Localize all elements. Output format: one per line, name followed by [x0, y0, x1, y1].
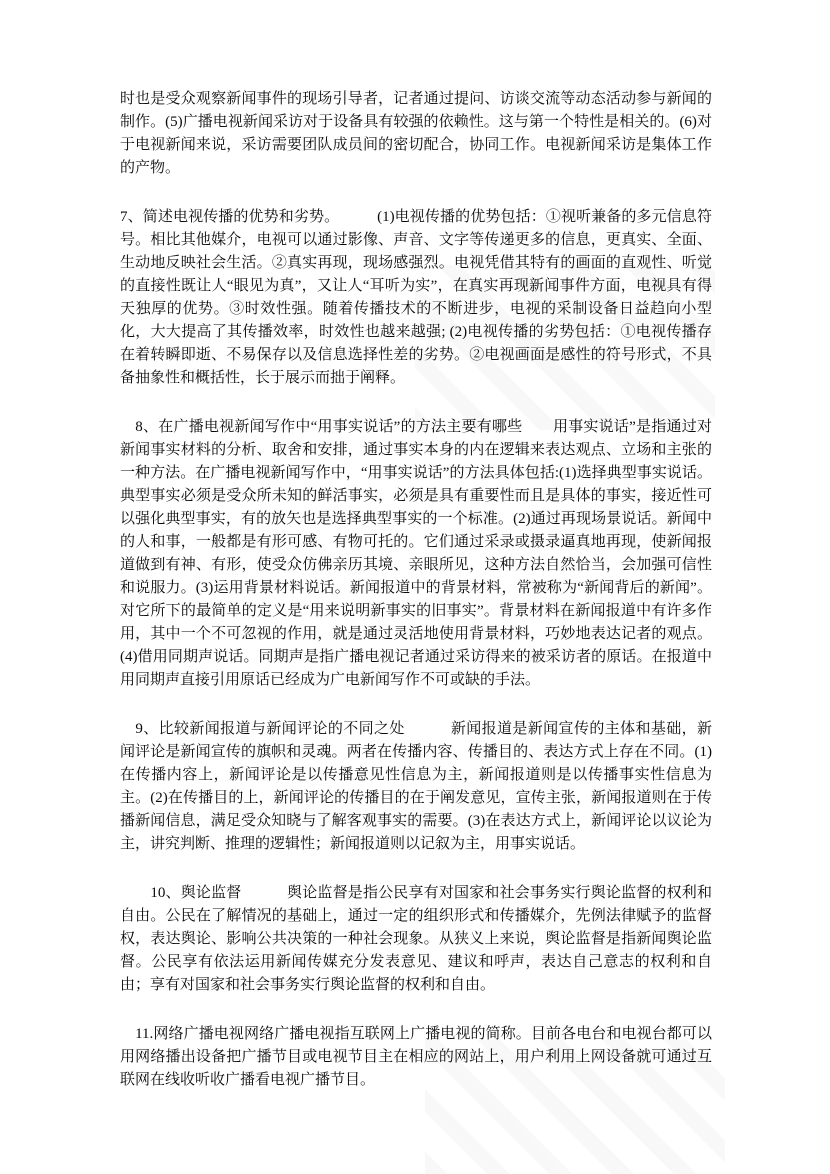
- document-body: [120, 88, 712, 1118]
- paragraph-q9-report-vs-commentary: 9、比较新闻报道与新闻评论的不同之处 新闻报道是新闻宣传的主体和基础，新闻评论是新闻宣传的旗帜和灵魂。两者在传播内容、传播目的、表达方式上存在不同。(1)在传播内容上，新闻评论是以传播意见性信息为主，新闻报道则是以传播事实性信息为主。(2)在传播目的上，新闻评论的传播目的在于阐发意见，宣传主张，新闻报道则在于传播新闻信息，满足受众知晓与了解客观事实的需要。(3)在表达方式上，新闻评论以议论为主，讲究判断、推理的逻辑性；新闻报道则以记叙为主，用事实说话。: [120, 721, 712, 852]
- paragraph-q10-public-opinion-supervision: 10、舆论监督 舆论监督是指公民享有对国家和社会事务实行舆论监督的权利和自由。公民在了解情况的基础上，通过一定的组织形式和传播媒介，先例法律赋予的监督权，表达舆论、影响公共决策的一种社会现象。从狭义上来说，舆论监督是指新闻舆论监督。公民享有依法运用新闻传媒充分发表意见、建议和呼声，表达自己意志的权利和自由；享有对国家和社会事务实行舆论监督的权利和自由。: [120, 885, 712, 993]
- paragraph-q8-speak-with-facts-methods: 8、在广播电视新闻写作中“用事实说话”的方法主要有哪些 用事实说话”是指通过对新闻事实材料的分析、取舍和安排，通过事实本身的内在逻辑来表达观点、立场和主张的一种方法。在广播电视新闻写作中，“用事实说话”的方法具体包括:(1)选择典型事实说话。典型事实必须是受众所未知的鲜活事实，必须是具有重要性而且是具体的事实，接近性可以强化典型事实，有的放矢也是选择典型事实的一个标准。(2)通过再现场景说话。新闻中的人和事，一般都是有形可感、有物可托的。它们通过采录或摄录逼真地再现，使新闻报道做到有神、有形，使受众仿佛亲历其境、亲眼所见，这种方法自然恰当，会加强可信性和说服力。(3)运用背景材料说话。新闻报道中的背景材料，常被称为“新闻背后的新闻”。对它所下的最简单的定义是“用来说明新事实的旧事实”。背景材料在新闻报道中有许多作用，其中一个不可忽视的作用，就是通过灵活地使用背景材料，巧妙地表达记者的观点。(4)借用同期声说话。同期声是指广播电视记者通过采访得来的被采访者的原话。在报道中用同期声直接引用原话已经成为广电新闻写作不可或缺的手法。: [120, 419, 712, 688]
- paragraph-continuation-interview-features: 时也是受众观察新闻事件的现场引导者，记者通过提问、访谈交流等动态活动参与新闻的制作。(5)广播电视新闻采访对于设备具有较强的依赖性。这与第一个特性是相关的。(6)对于电视新闻来说，采访需要团队成员间的密切配合，协同工作。电视新闻采访是集体工作的产物。: [120, 91, 712, 176]
- paragraph-q11-online-broadcast-tv: 11.网络广播电视网络广播电视指互联网上广播电视的简称。目前各电台和电视台都可以用网络播出设备把广播节目或电视节目主在相应的网站上，用户利用上网设备就可通过互联网在线收听收广播看电视广播节目。: [120, 1026, 712, 1088]
- paragraph-q7-tv-broadcast-pros-cons: 7、简述电视传播的优势和劣势。 (1)电视传播的优势包括：①视听兼备的多元信息符号。相比其他媒介，电视可以通过影像、声音、文字等传递更多的信息，更真实、全面、生动地反映社会生活。②真实再现，现场感强烈。电视凭借其特有的画面的直观性、听觉的直接性既让人“眼见为真”，又让人“耳听为实”，在真实再现新闻事件方面，电视具有得天独厚的优势。③时效性强。随着传播技术的不断进步，电视的采制设备日益趋向小型化，大大提高了其传播效率，时效性也越来越强; (2)电视传播的劣势包括：①电视传播存在着转瞬即逝、不易保存以及信息选择性差的劣势。②电视画面是感性的符号形式，不具备抽象性和概括性，长于展示而拙于阐释。: [120, 209, 712, 386]
